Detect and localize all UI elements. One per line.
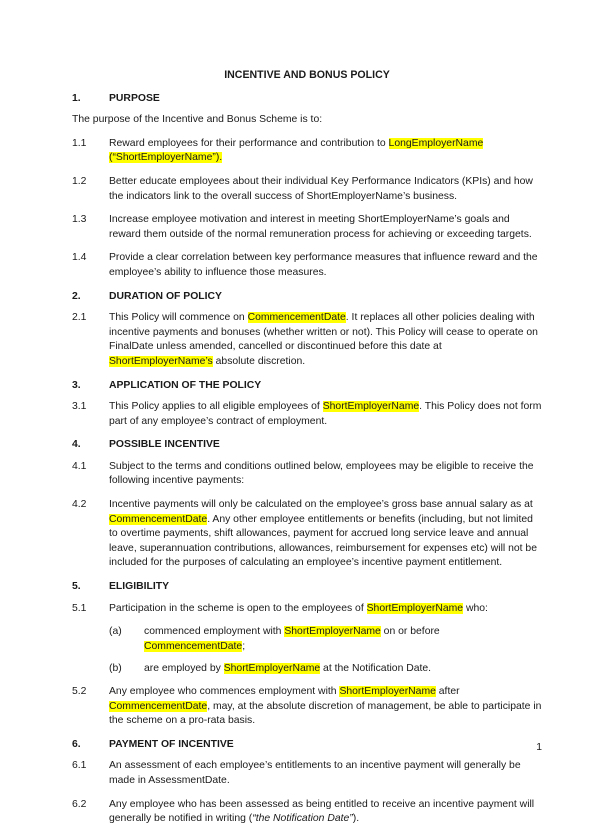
clause-text: [109, 311, 542, 369]
subclause: [109, 625, 542, 654]
clause-number: 6.2: [72, 798, 87, 810]
clause: [72, 685, 542, 729]
text-run: who:: [463, 602, 488, 614]
section-heading: [72, 290, 542, 305]
text-run: commenced employment with: [144, 626, 285, 638]
section: [72, 580, 542, 729]
section-title: POSSIBLE INCENTIVE: [109, 439, 220, 451]
clause-number: 6.1: [72, 760, 87, 772]
highlighted-field: ShortEmployerName: [284, 626, 381, 638]
clause: [72, 602, 542, 617]
subclause: [109, 662, 542, 677]
clause-text: [109, 251, 542, 280]
subclause-text: [144, 625, 542, 654]
highlighted-field: ShortEmployerName: [223, 663, 321, 675]
highlighted-field: ShortEmployerName’s: [109, 355, 213, 367]
highlighted-field: ShortEmployerName: [366, 602, 464, 614]
text-run: after: [435, 686, 460, 697]
section-title: APPLICATION OF THE POLICY: [109, 379, 262, 391]
clause-text: [109, 460, 542, 489]
text-run: absolute discretion.: [212, 355, 306, 367]
clause-number: 5.2: [72, 686, 87, 697]
clause: [72, 498, 542, 571]
clause: [72, 759, 542, 788]
document-body: [72, 92, 542, 827]
text-run: . Any other employee entitlements or benefits (including, but not limited to overtime payments, shift allowances, payment for accrued long service leave and annual leave, superannuation contributions, allowances, reimbursement for expenses etc) will not be included for the purposes of calculating an employee’s incentive payment entitlement.: [109, 513, 537, 569]
section-heading: [72, 379, 542, 394]
clause-text: [109, 400, 542, 429]
section-number: 1.: [72, 92, 81, 104]
section: [72, 290, 542, 370]
clause: [72, 311, 542, 369]
clause: [72, 251, 542, 280]
text-run: . It replaces all other policies dealing with incentive payments and bonuses (whether written or not). This Policy will cease to operate on FinalDate unless amended, cancelled or discontinued before this date at: [109, 312, 538, 353]
subclause-text: [144, 662, 542, 677]
highlighted-field: CommencementDate: [144, 640, 243, 652]
clause: [72, 400, 542, 429]
section-title: ELIGIBILITY: [109, 581, 170, 593]
section-heading: [72, 92, 542, 107]
highlighted-field: ShortEmployerName: [322, 401, 420, 413]
section: [72, 92, 542, 281]
clause-text: [109, 498, 542, 571]
text-run: Better educate employees about their individual Key Performance Indicators (KPIs) and how the indicators link to the overall success of ShortEmployerName’s business.: [109, 175, 533, 202]
clause-number: 1.2: [72, 175, 87, 187]
clause-number: 1.1: [72, 137, 87, 149]
text-run: Participation in the scheme is open to the employees of: [109, 602, 367, 614]
clause: [72, 175, 542, 204]
text-run: ;: [242, 640, 246, 652]
clause-text: [109, 137, 542, 166]
text-run: An assessment of each employee’s entitlements to an incentive payment will generally be made in AssessmentDate.: [109, 760, 521, 786]
text-run: This Policy applies to all eligible employees of: [109, 401, 323, 413]
clause-number: 1.3: [72, 214, 87, 226]
text-run: on or before: [380, 626, 440, 638]
section: [72, 738, 542, 827]
clause-text: [109, 175, 542, 204]
highlighted-field: CommencementDate: [247, 312, 346, 324]
section-heading: [72, 580, 542, 595]
clause-text: [109, 685, 542, 729]
section-heading: [72, 738, 542, 753]
text-run: Reward employees for their performance and contribution to: [109, 137, 389, 149]
text-run: Increase employee motivation and interest in meeting ShortEmployerName’s goals and reward them outside of the normal remuneration process for achieving or exceeding targets.: [109, 214, 532, 240]
text-run: Any employee who commences employment with: [109, 686, 340, 697]
subclause-number: (b): [109, 663, 122, 675]
subclause-number: (a): [109, 626, 122, 638]
highlighted-field: ShortEmployerName: [339, 686, 436, 697]
clause-number: 4.1: [72, 460, 87, 472]
section-title: PAYMENT OF INCENTIVE: [109, 738, 234, 750]
section-number: 3.: [72, 379, 81, 391]
section-intro: The purpose of the Incentive and Bonus Scheme is to:: [72, 114, 323, 126]
clause: [72, 798, 542, 827]
clause-number: 3.1: [72, 401, 87, 413]
section-number: 4.: [72, 439, 81, 451]
text-run: This Policy will commence on: [109, 312, 248, 324]
clause-text: [109, 602, 542, 617]
clause-text: [109, 213, 542, 242]
text-run: Any employee who has been assessed as being entitled to receive an incentive payment will generally be notified in writing (: [109, 798, 535, 825]
text-run: are employed by: [144, 663, 224, 675]
text-run: , may, at the absolute discretion of management, be able to participate in the scheme on a pro-rata basis.: [109, 700, 542, 727]
clause-number: 4.2: [72, 499, 87, 511]
text-run: Provide a clear correlation between key performance measures that influence reward and the employee’s ability to influence those measures.: [109, 252, 538, 278]
clause: [72, 213, 542, 242]
page-number: 1: [536, 742, 542, 753]
highlighted-field: LongEmployerName: [388, 137, 484, 149]
clause: [72, 137, 542, 166]
text-run: Subject to the terms and conditions outlined below, employees may be eligible to receive the following incentive payments:: [109, 460, 534, 487]
clause-number: 2.1: [72, 312, 87, 324]
italic-text: “the Notification Date”: [252, 813, 353, 825]
section-title: DURATION OF POLICY: [109, 290, 222, 302]
section-heading: [72, 438, 542, 453]
section-number: 5.: [72, 581, 81, 593]
clause: [72, 460, 542, 489]
highlighted-field: CommencementDate: [109, 513, 208, 525]
text-run: ).: [352, 813, 360, 825]
highlighted-field: CommencementDate: [109, 700, 208, 712]
clause-text: [109, 798, 542, 827]
document-title: INCENTIVE AND BONUS POLICY: [224, 69, 390, 81]
clause-number: 1.4: [72, 252, 87, 264]
section-number: 6.: [72, 738, 81, 750]
text-run: at the Notification Date.: [320, 663, 432, 675]
section: [72, 379, 542, 430]
section-number: 2.: [72, 290, 81, 302]
section: [72, 438, 542, 571]
clause-text: [109, 759, 542, 788]
text-run: . This Policy does not form part of any employee’s contract of employment.: [109, 401, 542, 427]
section-title: PURPOSE: [109, 92, 160, 104]
text-run: Incentive payments will only be calculated on the employee’s gross base annual salary as at: [109, 499, 533, 511]
clause-number: 5.1: [72, 602, 87, 614]
highlighted-field: (“ShortEmployerName”).: [109, 152, 223, 164]
